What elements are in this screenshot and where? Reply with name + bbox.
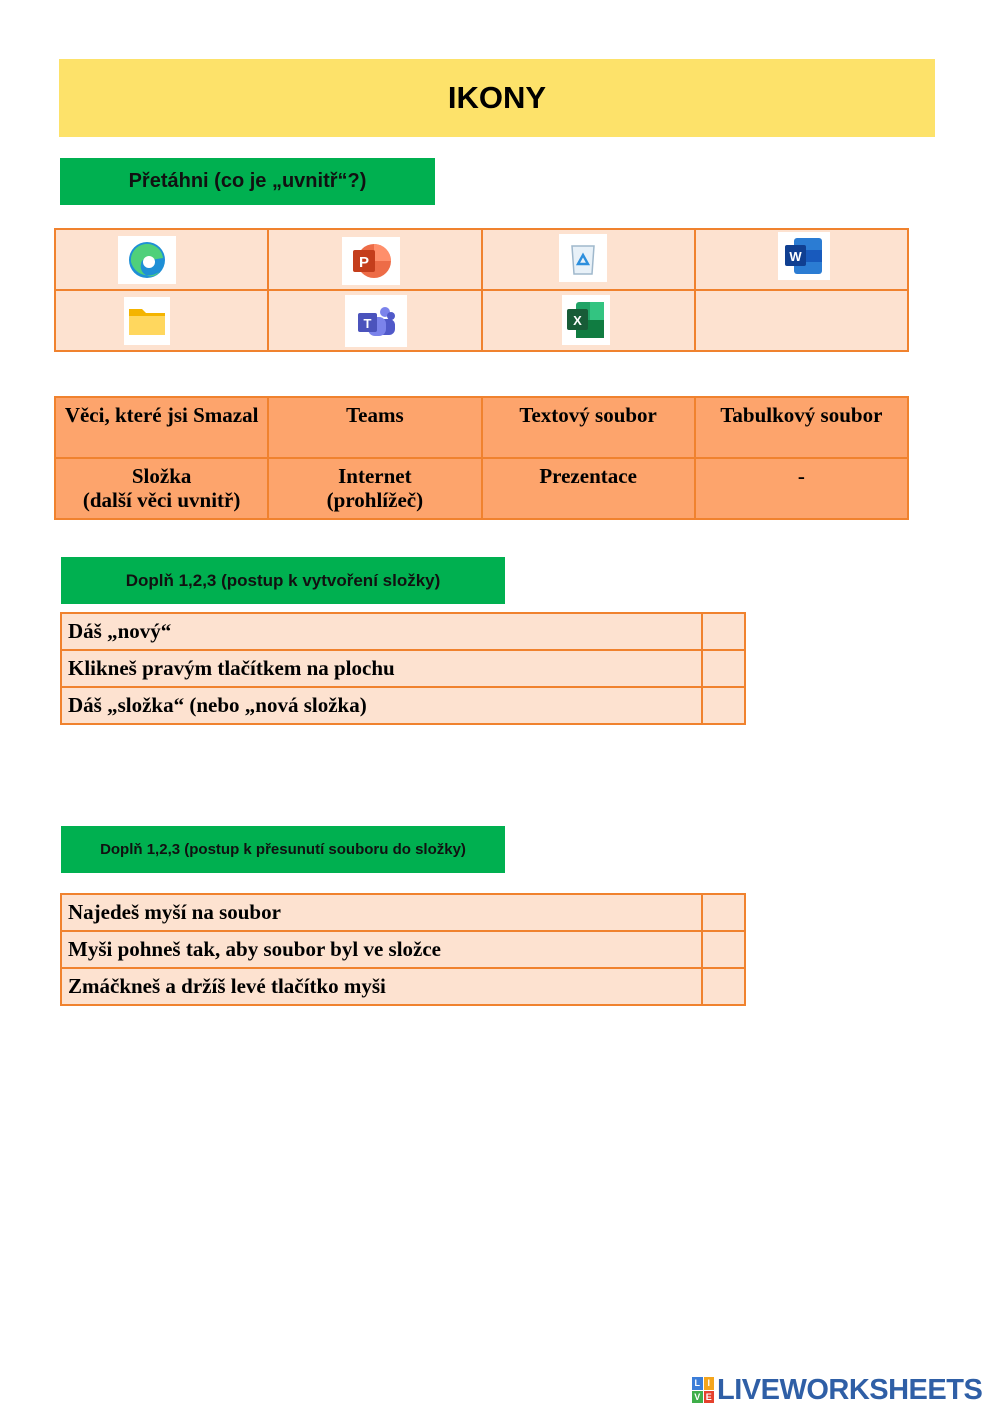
teams-icon[interactable]: [345, 295, 407, 347]
svg-text:T: T: [363, 316, 372, 331]
answer-cell: Prezentace: [482, 458, 695, 519]
answer-cell: Složka (další věci uvnitř): [55, 458, 268, 519]
step-text: Dáš „nový“: [61, 613, 702, 650]
powerpoint-icon[interactable]: [342, 237, 400, 285]
answer-cell: Tabulkový soubor: [695, 397, 908, 458]
step-text: Najedeš myší na soubor: [61, 894, 702, 931]
drop-cell[interactable]: [55, 229, 268, 290]
move-steps-label: Doplň 1,2,3 (postup k přesunutí souboru do složky): [61, 826, 505, 873]
step-text: Dáš „složka“ (nebo „nová složka): [61, 687, 702, 724]
answer-table: [54, 396, 909, 520]
drop-cell[interactable]: [268, 229, 481, 290]
drop-cell[interactable]: [695, 290, 908, 351]
page-title: IKONY: [447, 80, 547, 115]
order-input[interactable]: [702, 613, 745, 650]
drop-cell[interactable]: [55, 290, 268, 351]
excel-icon[interactable]: [562, 295, 610, 345]
recycle-bin-icon[interactable]: [559, 234, 607, 282]
order-input[interactable]: [702, 968, 745, 1005]
folder-steps-table: [60, 612, 746, 725]
step-text: Zmáčkneš a držíš levé tlačítko myši: [61, 968, 702, 1005]
drop-cell[interactable]: [695, 229, 908, 290]
answer-cell: Věci, které jsi Smazal: [55, 397, 268, 458]
step-text: Klikneš pravým tlačítkem na plochu: [61, 650, 702, 687]
brand-text: LIVEWORKSHEETS: [717, 1373, 983, 1406]
move-steps-table: [60, 893, 746, 1006]
liveworksheets-logo: [692, 1372, 982, 1408]
folder-steps-label: Doplň 1,2,3 (postup k vytvoření složky): [61, 557, 505, 604]
icon-drop-table: [54, 228, 909, 352]
answer-cell: -: [695, 458, 908, 519]
svg-text:X: X: [572, 313, 582, 328]
svg-text:W: W: [789, 249, 802, 264]
answer-cell: Internet (prohlížeč): [268, 458, 481, 519]
edge-icon[interactable]: [118, 236, 176, 284]
step-text: Myši pohneš tak, aby soubor byl ve složce: [61, 931, 702, 968]
folder-icon[interactable]: [124, 297, 170, 345]
answer-cell: Teams: [268, 397, 481, 458]
order-input[interactable]: [702, 650, 745, 687]
word-icon[interactable]: [778, 232, 830, 280]
title-banner: [59, 59, 935, 137]
svg-text:P: P: [359, 254, 370, 271]
drag-instruction-label: Přetáhni (co je „uvnitř“?): [60, 158, 435, 205]
drop-cell[interactable]: [482, 290, 695, 351]
drop-cell[interactable]: [482, 229, 695, 290]
answer-cell: Textový soubor: [482, 397, 695, 458]
order-input[interactable]: [702, 894, 745, 931]
drop-cell[interactable]: [268, 290, 481, 351]
order-input[interactable]: [702, 931, 745, 968]
order-input[interactable]: [702, 687, 745, 724]
brand-mark-icon: L I V E: [692, 1377, 714, 1403]
